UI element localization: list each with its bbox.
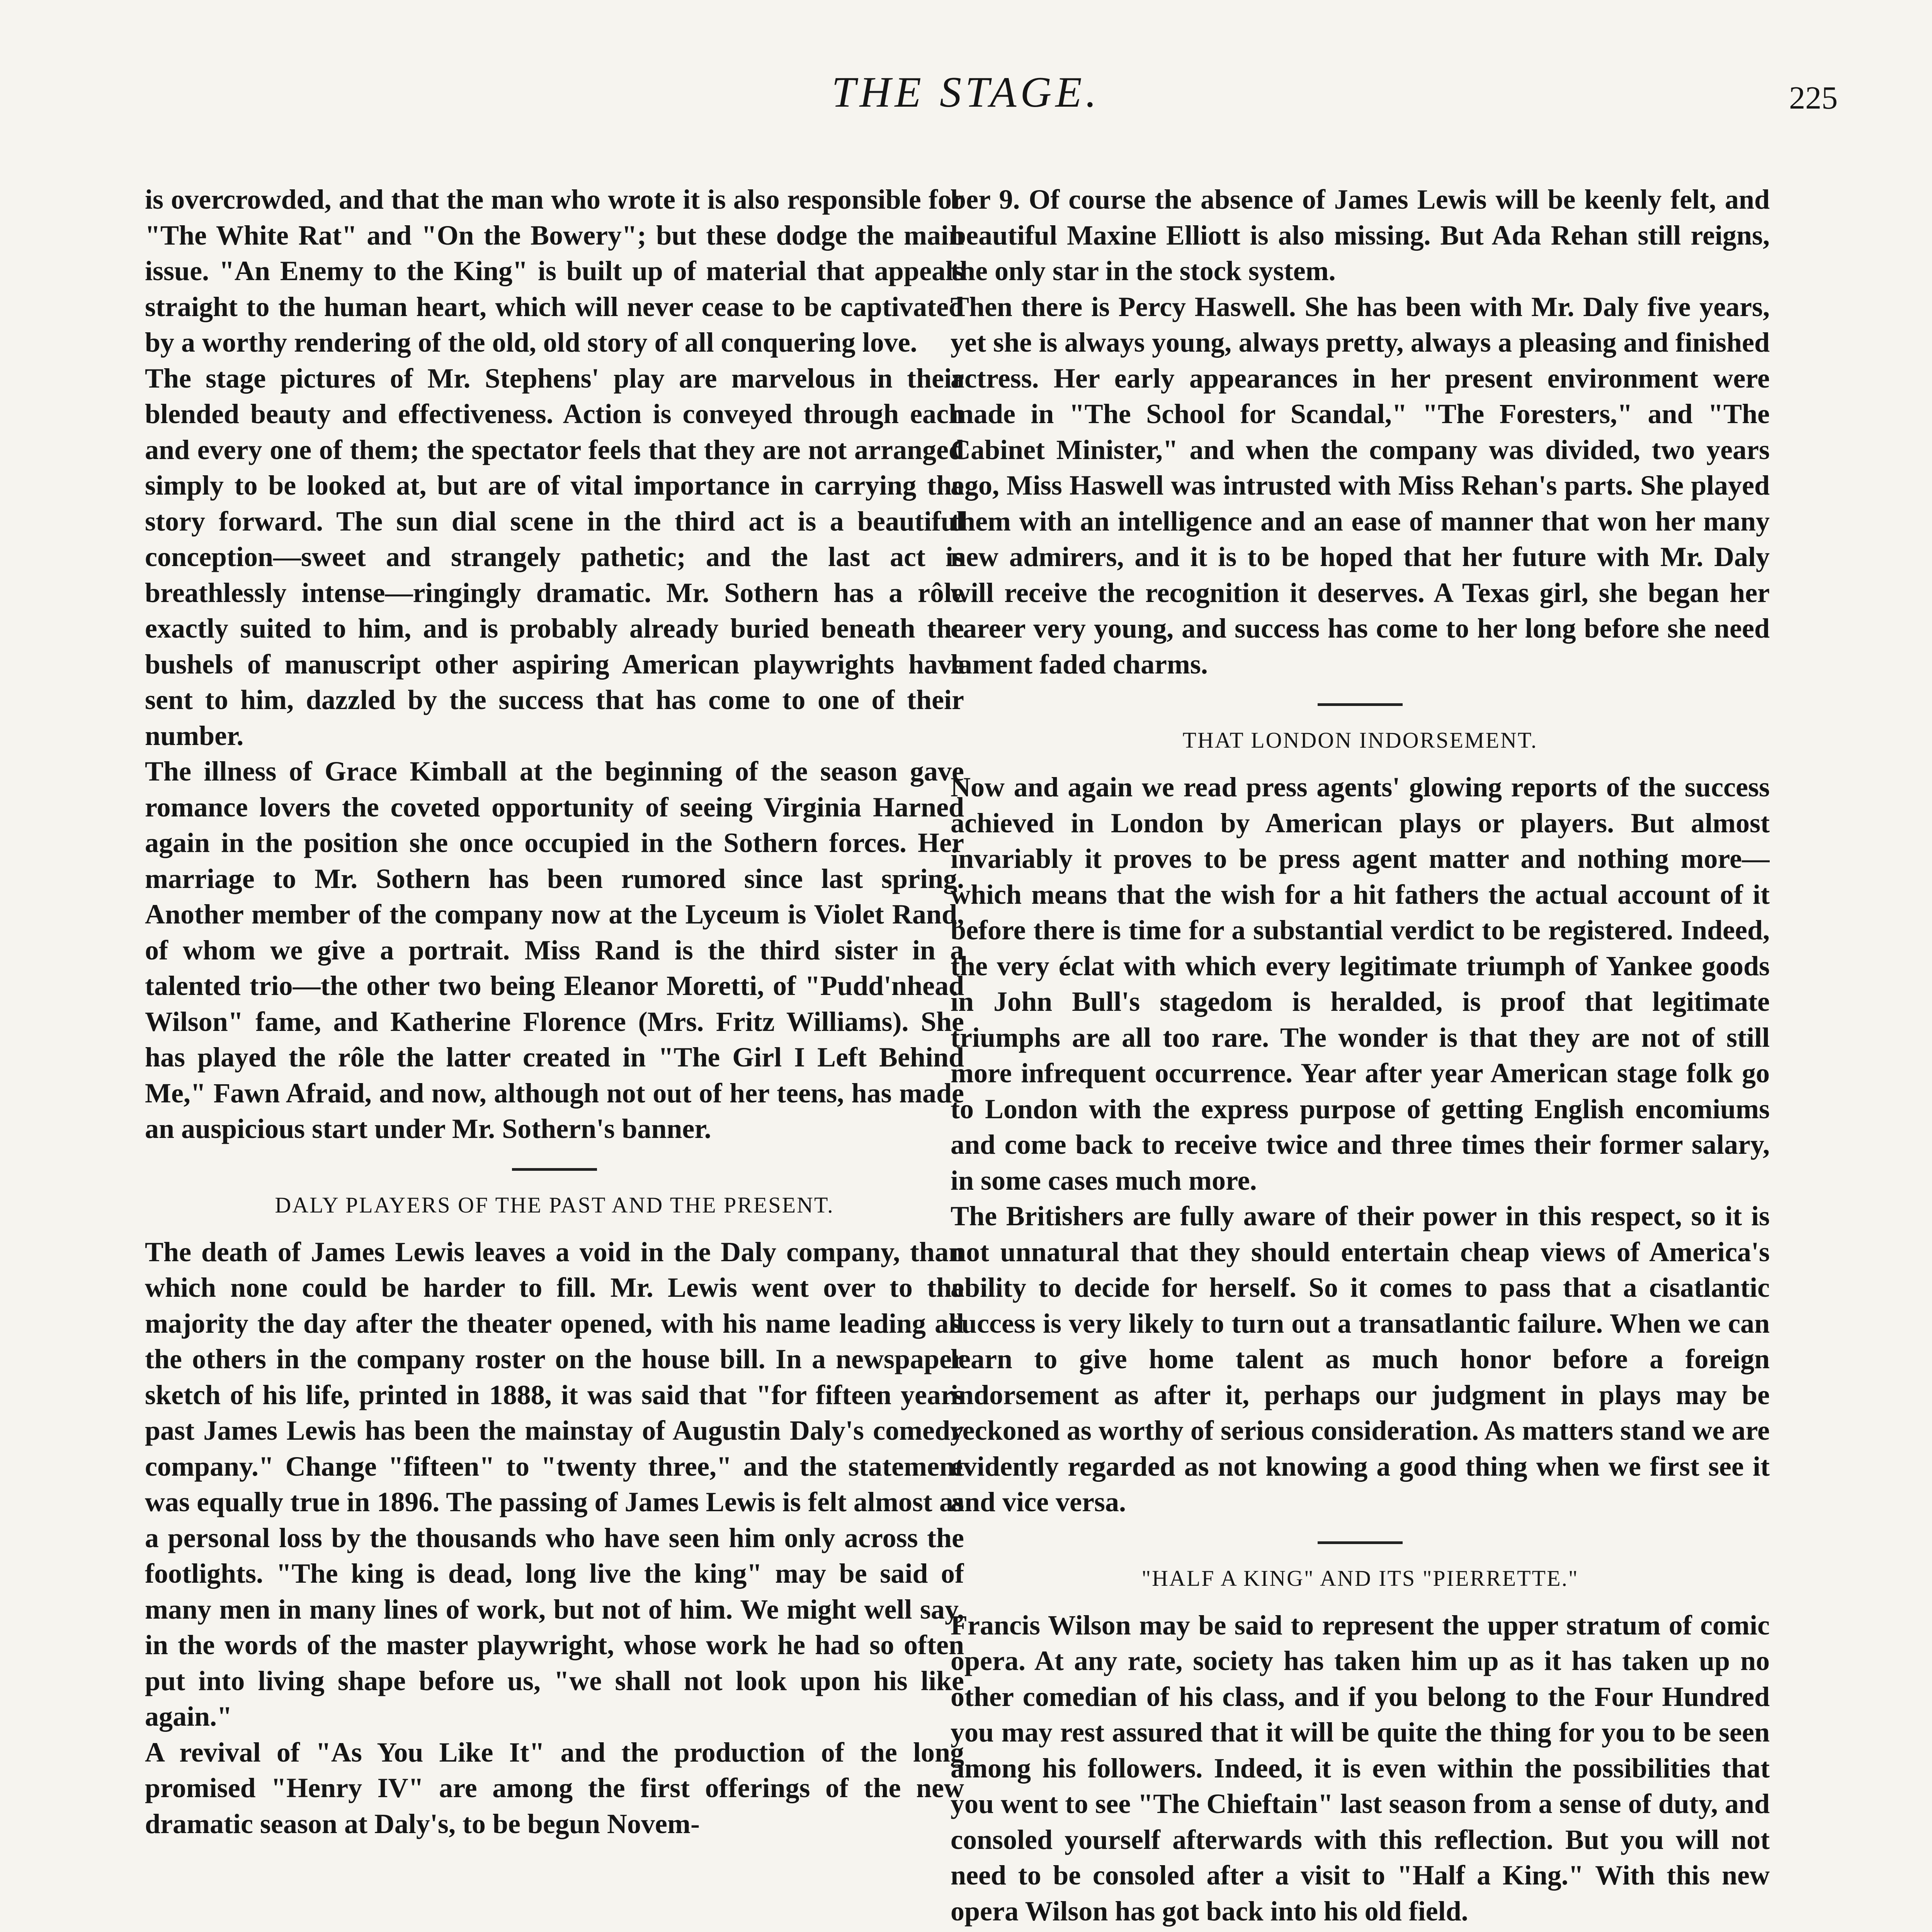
section-divider [1318,1541,1403,1544]
section-heading-half-a-king: "HALF A KING" AND ITS "PIERRETTE." [1141,1565,1579,1591]
left-column [145,182,964,1932]
paragraph: The stage pictures of Mr. Stephens' play are marvelous in their blended beauty and effectiveness. Action is conveyed through each and every one of them; the spectator feels that they are not arranged simply to be looked at, but are of vital importance in carrying the story forward. The sun dial scene in the third act is a beautiful conception—sweet and strangely pathetic; and the last act is breathlessly intense—ringingly dramatic. Mr. Sothern has a rôle exactly suited to him, and is probably already buried beneath the bushels of manuscript other aspiring American playwrights have sent to him, dazzled by the success that has come to one of their number. [145,362,964,751]
section-heading-london-indorsement: THAT LONDON INDORSEMENT. [1182,728,1538,753]
right-column [951,182,1770,1932]
paragraph: The death of James Lewis leaves a void in the Daly company, than which none could be harder to fill. Mr. Lewis went over to the majority the day after the theater opened, with his name leading all the others in the company roster on the house bill. In a newspaper sketch of his life, printed in 1888, it was said that "for fifteen years past James Lewis has been the mainstay of Augustin Daly's comedy company." Change "fifteen" to "twenty three," and the statement was equally true in 1896. The passing of James Lewis is felt almost as a personal loss by the thousands who have seen him only across the footlights. "The king is dead, long live the king" may be said of many men in many lines of work, but not of him. We might well say, in the words of the master playwright, whose work he had so often put into living shape before us, "we shall not look upon his like again." [145,1236,964,1732]
section-divider [1318,703,1403,706]
running-title: THE STAGE. [832,68,1100,116]
paragraph: Francis Wilson may be said to represent the upper stratum of comic opera. At any rate, society has taken him up as it has taken up no other comedian of his class, and if you belong to the Four Hundred you may rest assured that it will be quite the thing for you to be seen among his followers. Indeed, it is even within the possibilities that you went to see "The Chieftain" last season from a sense of duty, and consoled yourself afterwards with this reflection. But you will not need to be consoled after a visit to "Half a King." With this new opera Wilson has got back into his old field. [951,1609,1770,1927]
page-number: 225 [1789,80,1838,116]
section-divider [512,1168,597,1171]
paragraph: The illness of Grace Kimball at the beginning of the season gave romance lovers the coveted opportunity of seeing Virginia Harned again in the position she once occupied in the Sothern forces. Her marriage to Mr. Sothern has been rumored since last spring. Another member of the company now at the Lyceum is Violet Rand, of whom we give a portrait. Miss Rand is the third sister in a talented trio—the other two being Eleanor Moretti, of "Pudd'nhead Wilson" fame, and Katherine Florence (Mrs. Fritz Williams). She has played the rôle the latter created in "The Girl I Left Behind Me," Fawn Afraid, and now, although not out of her teens, has made an auspicious start under Mr. Sothern's banner. [145,756,964,1144]
paragraph: Now and again we read press agents' glowing reports of the success achieved in London by American plays or players. But almost invariably it proves to be press agent matter and nothing more—which means that the wish for a hit fathers the actual account of it before there is time for a substantial verdict to be registered. Indeed, the very éclat with which every legitimate triumph of Yankee goods in John Bull's stagedom is heralded, is proof that legitimate triumphs are all too rare. The wonder is that they are not of still more infrequent occurrence. Year after year American stage folk go to London with the express purpose of getting English encomiums and come back to receive twice and three times their former salary, in some cases much more. [951,772,1770,1196]
section-heading-daly-players: DALY PLAYERS OF THE PAST AND THE PRESENT. [275,1192,834,1218]
paragraph: The Britishers are fully aware of their power in this respect, so it is not unnatural that they should entertain cheap views of America's ability to decide for herself. So it comes to pass that a cisatlantic success is very likely to turn out a transatlantic failure. When we can learn to give home talent as much honor before a foreign indorsement as after it, perhaps our judgment in plays may be reckoned as worthy of serious consideration. As matters stand we are evidently regarded as not knowing a good thing when we first see it and vice versa. [951,1201,1770,1517]
paragraph: A revival of "As You Like It" and the production of the long promised "Henry IV" are among the first offerings of the new dramatic season at Daly's, to be begun Novem- [145,1736,964,1839]
paragraph: is overcrowded, and that the man who wrote it is also responsible for "The White Rat" and "On the Bowery"; but these dodge the main issue. "An Enemy to the King" is built up of material that appeals straight to the human heart, which will never cease to be captivated by a worthy rendering of the old, old story of all conquering love. [145,184,964,358]
paragraph: ber 9. Of course the absence of James Lewis will be keenly felt, and beautiful Maxine Elliott is also missing. But Ada Rehan still reigns, the only star in the stock system. [951,184,1770,286]
paragraph: Then there is Percy Haswell. She has been with Mr. Daly five years, yet she is always young, always pretty, always a pleasing and finished actress. Her early appearances in her present environment were made in "The School for Scandal," "The Foresters," and "The Cabinet Minister," and when the company was divided, two years ago, Miss Haswell was intrusted with Miss Rehan's parts. She played them with an intelligence and an ease of manner that won her many new admirers, and it is to be hoped that her future with Mr. Daly will receive the recognition it deserves. A Texas girl, she began her career very young, and success has come to her long before she need lament faded charms. [951,291,1770,680]
